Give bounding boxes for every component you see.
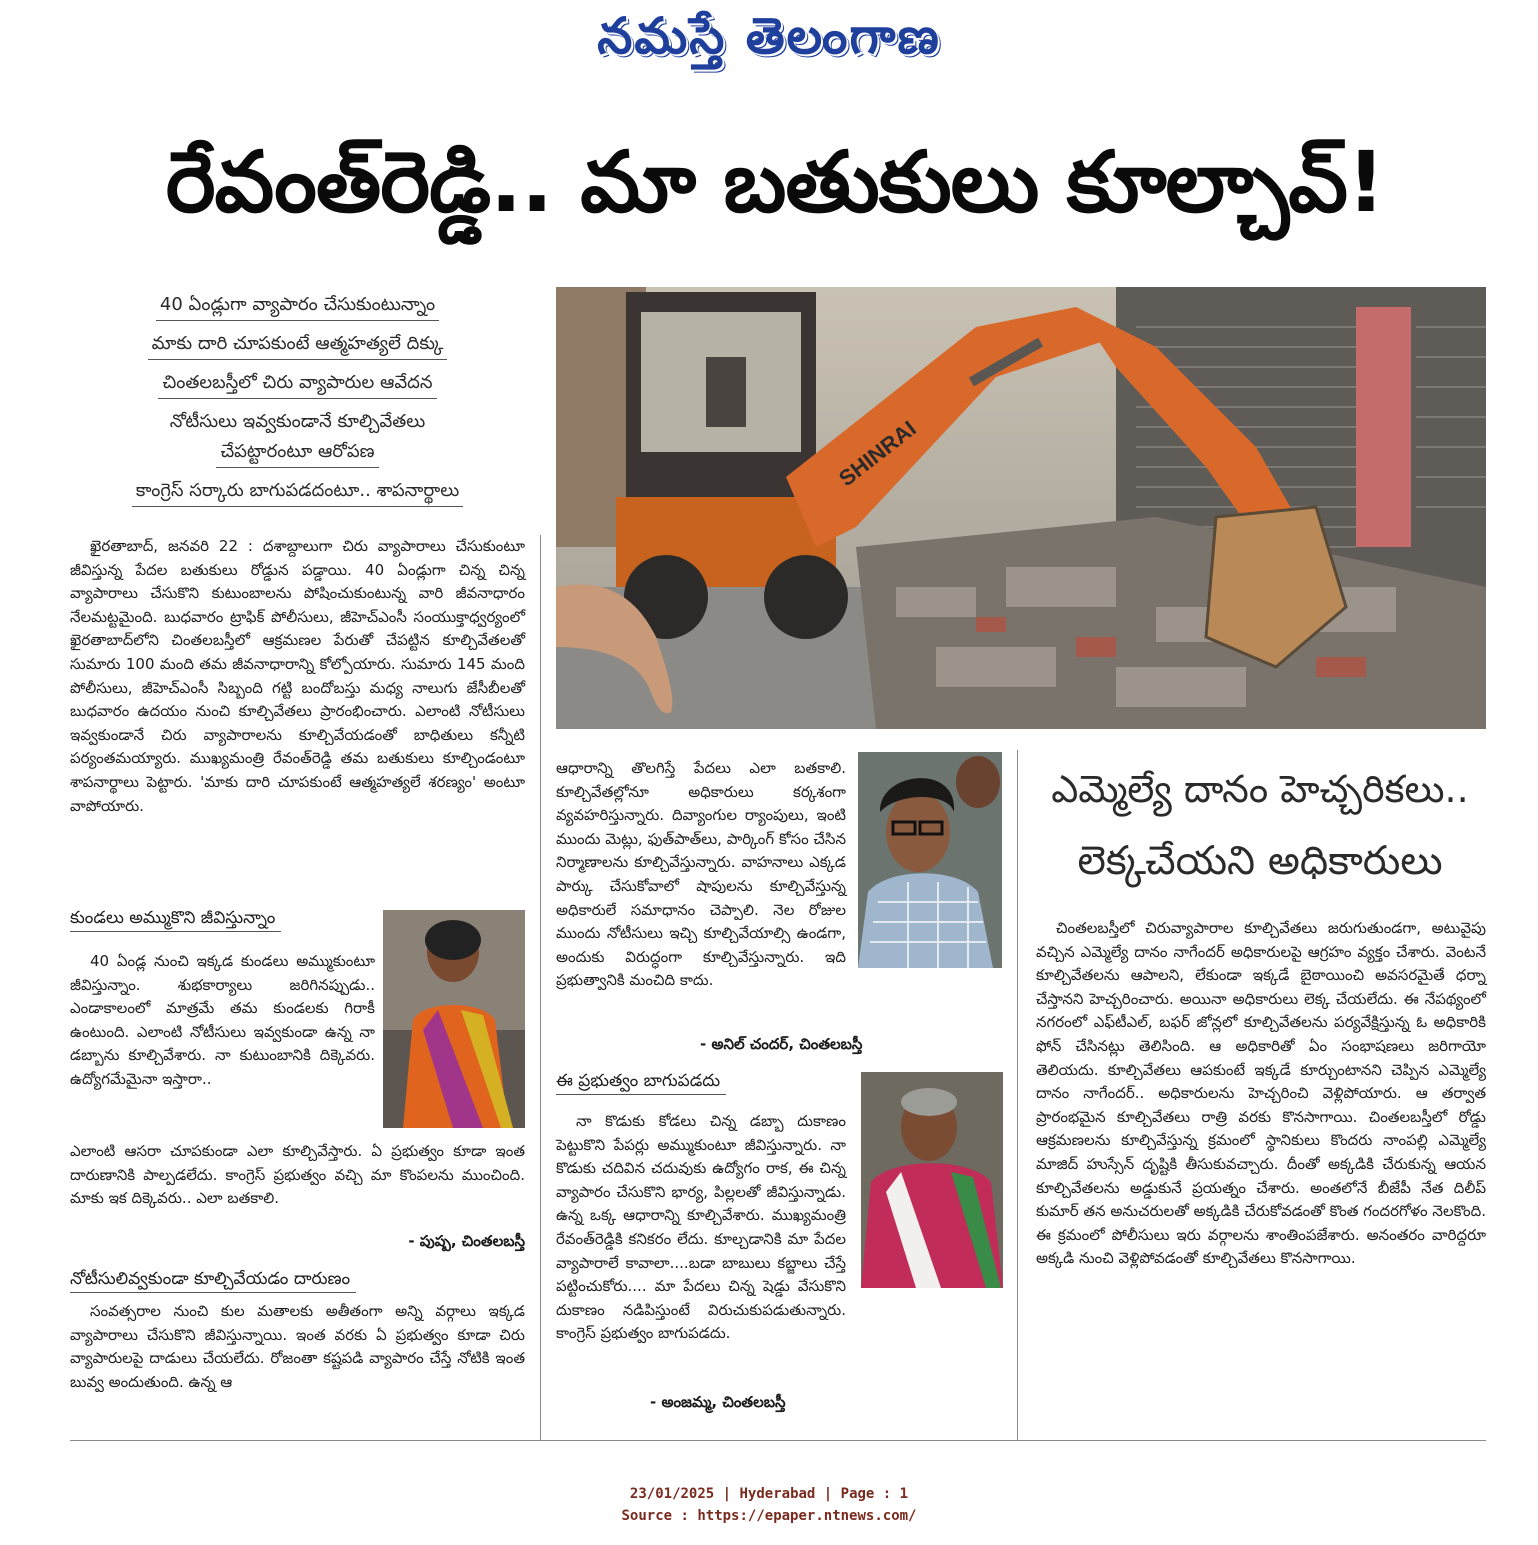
main-headline: రేవంత్‌రెడ్డి.. మా బతుకులు కూల్చావ్‌! (165, 133, 1385, 231)
page-bottom-rule (70, 1440, 1486, 1441)
kicker-block (70, 290, 525, 507)
story-pushpa-byline: - పుష్ప, చింతలబస్తీ (408, 1232, 525, 1250)
excavator-illustration (556, 287, 1486, 729)
story-anjamma-subhead: ఈ ప్రభుత్వం బాగుపడదు (556, 1068, 726, 1095)
anil-portrait (858, 752, 1002, 968)
story-anjamma-byline: - అంజమ్మ, చింతలబస్తీ (650, 1393, 786, 1411)
anjamma-portrait (861, 1072, 1003, 1288)
lead-paragraph: ఖైరతాబాద్‌, జనవరి 22 : దశాబ్దాలుగా చిరు వ్యాపారాలు చేసుకుంటూ జీవిస్తున్న పేదల బతుకులు రోడ్డున పడ్డాయి. 40 ఏండ్లుగా చిన్న చిన్న వ్యాపారాలు చేసుకొని కుటుంబాలను పోషించుకుంటున్న వారి జీవనాధారం నేలమట్టమైంది. బుధవారం ట్రాఫిక్‌ పోలీసులు, జీహెచ్‌ఎంసీ సంయుక్తాధ్వర్యంలో ఖైరతాబాద్‌లోని చింతలబస్తీలో ఆక్రమణల పేరుతో చేపట్టిన కూల్చివేతలతో సుమారు 100 మంది తమ జీవనాధారాన్ని కోల్పోయారు. సుమారు 145 మంది పోలీసులు, జీహెచ్‌ఎంసీ సిబ్బంది గట్టి బందోబస్తు మధ్య నాలుగు జేసీబీలతో బుధవారం ఉదయం నుంచి కూల్చివేతలు ప్రారంభించారు. ఎలాంటి నోటీసులు ఇవ్వకుండానే చిరు వ్యాపారాలను కూల్చివేయడంతో బాధితులు కన్నీటి పర్యంతమయ్యారు. ముఖ్యమంత్రి రేవంత్‌రెడ్డి తమ బతుకులు కూల్చిండంటూ శాపనార్థాలు పెట్టారు. 'మాకు దారి చూపకుంటే ఆత్మహత్యలే శరణ్యం' అంటూ వాపోయారు. (70, 537, 525, 815)
excavator-brand-label: SHINRAI (834, 415, 921, 492)
woman-portrait-photo (383, 910, 525, 1128)
story-notices-subhead-wrap (70, 1266, 525, 1293)
man-portrait-photo (858, 752, 1002, 968)
column-divider (540, 535, 541, 1440)
story-anjamma-subhead-wrap (556, 1068, 856, 1095)
sidebar-divider (1017, 750, 1018, 1440)
story-notices-subhead: నోటీసులివ్వకుండా కూల్చివేయడం దారుణం (70, 1266, 356, 1293)
story-pushpa-text-b: ఎలాంటి ఆసరా చూపకుండా ఎలా కూల్చివేస్తారు. ఏ ప్రభుత్వం కూడా ఇంత దారుణానికి పాల్పడలేదు. కాంగ్రెస్‌ ప్రభుత్వం వచ్చి మా కొంపలను ముంచింది. మాకు ఇక దిక్కెవరు.. ఎలా బతకాలి. (70, 1142, 525, 1208)
story-anjamma-text: నా కొడుకు కోడలు చిన్న డబ్బా దుకాణం పెట్టుకొని పేపర్లు అమ్ముకుంటూ జీవిస్తున్నారు. నా కొడుకు చదివిన చదువుకు ఉద్యోగం రాక, ఈ చిన్న వ్యాపారం చేసుకొని భార్య, పిల్లలతో జీవిస్తున్నాడు. ఉన్న ఒక్క ఆధారాన్ని కూల్చివేశారు. ముఖ్యమంత్రి రేవంత్‌రెడ్డికి కనికరం లేదు. కూల్చడానికి మా పేదల వ్యాపారాలే కావాలా....బడా బాబులు కబ్జాలు చేస్తే పట్టించుకోరు.... మా పేదలు చిన్న షెడ్డు వేసుకొని దుకాణం నడిపిస్తుంటే విరుచుకుపడుతున్నారు. కాంగ్రెస్‌ ప్రభుత్వం బాగుపడదు. (556, 1112, 846, 1343)
elderly-woman-portrait-photo (861, 1072, 1003, 1288)
footer-source-line: Source : https://epaper.ntnews.com/ (621, 1508, 917, 1524)
story-notices-text: సంవత్సరాల నుంచి కుల మతాలకు అతీతంగా అన్ని వర్గాలు ఇక్కడ వ్యాపారాలు చేసుకొని జీవిస్తున్నాయి. ఇంత వరకు ఏ ప్రభుత్వం కూడా చిరు వ్యాపారులపై దాడులు చేయలేదు. రోజంతా కష్టపడి వ్యాపారం చేస్తే నోటికి ఇంత బువ్వ అందుతుంది. ఉన్న ఆ (70, 1302, 525, 1391)
kicker-1: 40 ఏండ్లుగా వ్యాపారం చేసుకుంటున్నాం (156, 290, 439, 321)
sidebar-headline-1: ఎమ్మెల్యే దానం హెచ్చరికలు.. (1051, 767, 1469, 811)
story-pushpa-text-a: 40 ఏండ్ల నుంచి ఇక్కడ కుండలు అమ్ముకుంటూ జీవిస్తున్నాం. శుభకార్యాలు జరిగినప్పుడు.. ఎండాకాలంలో మాత్రమే తమ కుండలకు గిరాకీ ఉంటుంది. ఎలాంటి నోటీసులు ఇవ్వకుండా ఉన్న నా డబ్బాను కూల్చివేశారు. నా కుటుంబానికి దిక్కెవరు. ఉద్యోగమేమైనా ఇస్తారా.. (70, 952, 375, 1088)
story-pushpa-subhead-wrap (70, 905, 370, 932)
sidebar-text: చింతలబస్తీలో చిరువ్యాపారాల కూల్చివేతలు జరుగుతుండగా, అటువైపు వచ్చిన ఎమ్మెల్యే దానం నాగేందర్‌ అధికారులపై ఆగ్రహం వ్యక్తం చేశారు. వెంటనే కూల్చివేతలను ఆపాలని, లేకుండా ఇక్కడే బైఠాయించి అవసరమైతే ధర్నా చేస్తానని హెచ్చరించారు. అయినా అధికారులు లెక్క చేయలేదు. ఈ నేపథ్యంలో నగరంలో ఎఫ్‌టీఎల్‌, బఫర్‌ జోన్లలో కూల్చివేతలను పర్యవేక్షిస్తున్న ఓ అధికారికి ఫోన్‌ చేసినట్లు తెలిసింది. ఆ అధికారితో ఏం సంభాషణలు జరిగాయో తెలియదు. కూల్చివేతలు ఆపకుంటే ఇక్కడే కూర్చుంటానని చెప్పిన ఎమ్మెల్యే దానం నాగేందర్‌.. అధికారులను హెచ్చరించి వెళ్లిపోయారు. ఆ తర్వాత ప్రారంభమైన కూల్చివేతలు రాత్రి వరకు కొనసాగాయి. చింతలబస్తీలో రోడ్డు ఆక్రమణలను కూల్చివేస్తున్న క్రమంలో స్థానికులు కొందరు నాంపల్లి ఎమ్మెల్యే మాజిద్‌ హుస్సేన్‌ దృష్టికి తీసుకువచ్చారు. దీంతో అక్కడికి చేరుకున్న ఆయన కూల్చివేతలను అడ్డుకునే ప్రయత్నం చేశారు. అంతలోనే బీజేపీ నేత దిలీప్‌ కుమార్‌ తన అనుచరులతో అక్కడికి చేరుకోవడంతో కొంత గందరగోళం నెలకొంది. ఈ క్రమంలో పోలీసులు ఇరు వర్గాలను శాంతింపజేశారు. అనంతరం వారిద్దరూ అక్కడి నుంచి వెళ్లిపోవడంతో కూల్చివేతలు కొనసాగాయి. (1036, 919, 1486, 1268)
kicker-6: కాంగ్రెస్‌ సర్కారు బాగుపడదంటూ.. శాపనార్థాలు (132, 476, 463, 507)
pushpa-portrait (383, 910, 525, 1128)
footer-date-line: 23/01/2025 | Hyderabad | Page : 1 (629, 1486, 909, 1502)
excavator-demolition-photo (556, 287, 1486, 729)
sidebar-headline-2: లెక్కచేయని అధికారులు (1077, 838, 1443, 884)
kicker-3: చింతలబస్తీలో చిరు వ్యాపారుల ఆవేదన (158, 368, 436, 399)
story-anil-text: ఆధారాన్ని తొలగిస్తే పేదలు ఎలా బతకాలి. కూల్చివేతల్లోనూ అధికారులు కర్కశంగా వ్యవహరిస్తున్నారు. దివ్యాంగుల ర్యాంపులు, ఇంటి ముందు మెట్లు, ఫుత్‌పాత్‌లు, పార్కింగ్‌ కోసం చేసిన నిర్మాణాలను కూల్చివేస్తున్నారు. వాహనాలు ఎక్కడ పార్కు చేసుకోవాలో షాపులను కూల్చివేస్తున్న అధికారులే సమాధానం చెప్పాలి. నెల రోజుల ముందు నోటీసులు ఇచ్చి కూల్చివేయాల్సి ఉండగా, అందుకు విరుద్ధంగా కూల్చివేస్తున్నారు. ఇది ప్రభుత్వానికి మంచిది కాదు. (556, 759, 846, 990)
story-pushpa-subhead: కుండలు అమ్ముకొని జీవిస్తున్నాం (70, 905, 281, 932)
masthead-logo: నమస్తే తెలంగాణ (597, 6, 941, 65)
story-anil-byline: - అనిల్‌ చందర్‌, చింతలబస్తీ (700, 1035, 863, 1053)
kicker-5: చేపట్టారంటూ ఆరోపణ (216, 437, 378, 468)
kicker-4: నోటీసులు ఇవ్వకుండానే కూల్చివేతలు (169, 411, 426, 432)
kicker-2: మాకు దారి చూపకుంటే ఆత్మహత్యలే దిక్కు (148, 329, 448, 360)
